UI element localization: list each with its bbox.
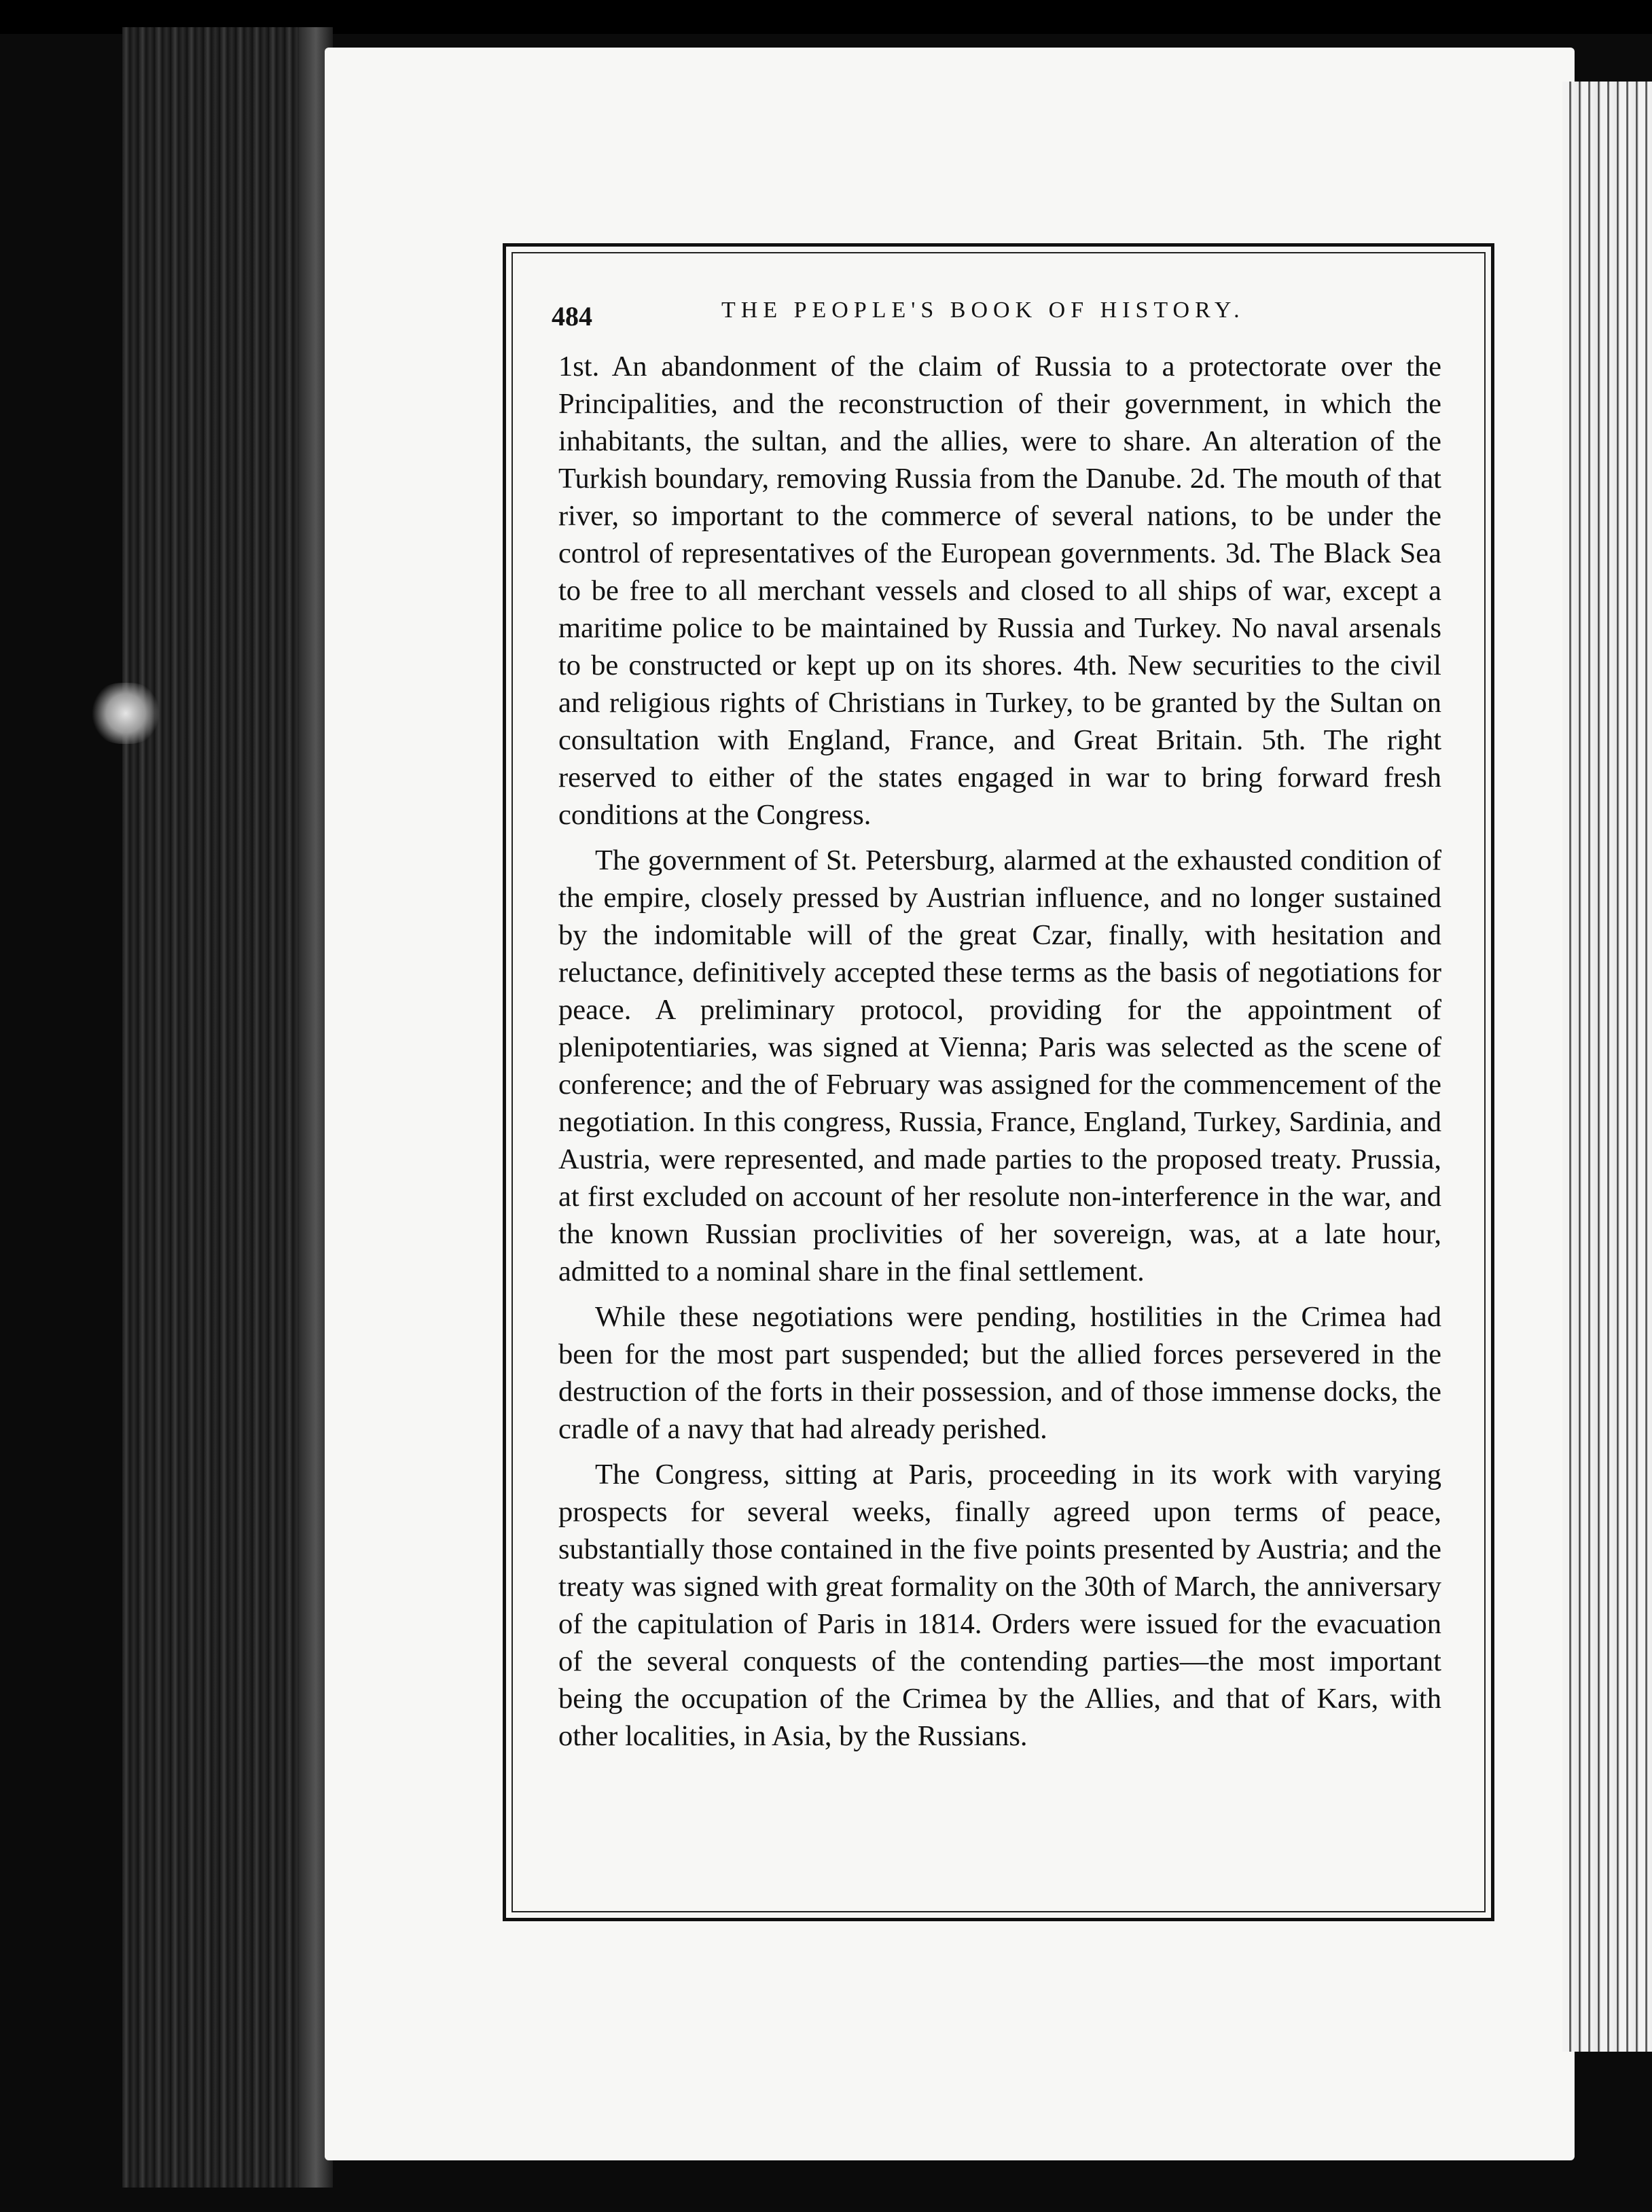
paragraph-hostilities: While these negotiations were pending, hostilities in the Crimea had been for the most part suspended; but the allied forces persevered in the destruction of the forts in their possession, and of those immense docks, the cradle of a navy that had already perished. [558, 1301, 1441, 1445]
scan-smudge [88, 683, 163, 744]
body-text [558, 348, 1441, 1763]
book-spine [122, 27, 326, 2188]
page-header [552, 298, 1278, 338]
page-number: 484 [552, 301, 592, 332]
paragraph-terms: 1st. An abandonment of the claim of Russia to a protectorate over the Principalities, and the reconstruction of their government, in which the inhabitants, the sultan, and the allies, were to share. An alteration of the Turkish boundary, removing Russia from the Danube. 2d. The mouth of that river, so important to the commerce of several nations, to be under the control of representatives of the European governments. 3d. The Black Sea to be free to all merchant vessels and closed to all ships of war, except a maritime police to be maintained by Russia and Turkey. No naval arsenals to be constructed or kept up on its shores. 4th. New securities to the civil and religious rights of Christians in Turkey, to be granted by the Sultan on consultation with England, France, and Great Britain. 5th. The right reserved to either of the states engaged in war to bring forward fresh conditions at the Congress. [558, 351, 1441, 831]
running-head: THE PEOPLE'S BOOK OF HISTORY. [721, 298, 1245, 323]
paragraph-congress: The Congress, sitting at Paris, proceeding in its work with varying prospects for several weeks, finally agreed upon terms of peace, substantially those contained in the five points presented by Austria; and the treaty was signed with great formality on the 30th of March, the anniversary of the capitulation of Paris in 1814. Orders were issued for the evacuation of the several conquests of the contending parties—the most important being the occupation of the Crimea by the Allies, and that of Kars, with other localities, in Asia, by the Russians. [558, 1459, 1441, 1752]
paragraph-negotiations: The government of St. Petersburg, alarmed at the exhausted condition of the empire, closely pressed by Austrian influence, and no longer sustained by the indomitable will of the great Czar, finally, with hesitation and reluctance, definitively accepted these terms as the basis of negotiations for peace. A preliminary protocol, providing for the appointment of plenipotentiaries, was signed at Vienna; Paris was selected as the scene of conference; and the of February was assigned for the commencement of the negotiation. In this congress, Russia, France, England, Turkey, Sardinia, and Austria, were represented, and made parties to the proposed treaty. Prussia, at first excluded on account of her resolute non-interference in the war, and the known Russian proclivities of her sovereign, was, at a late hour, admitted to a nominal share in the final settlement. [558, 844, 1441, 1287]
facing-page-edges [1562, 82, 1652, 2052]
